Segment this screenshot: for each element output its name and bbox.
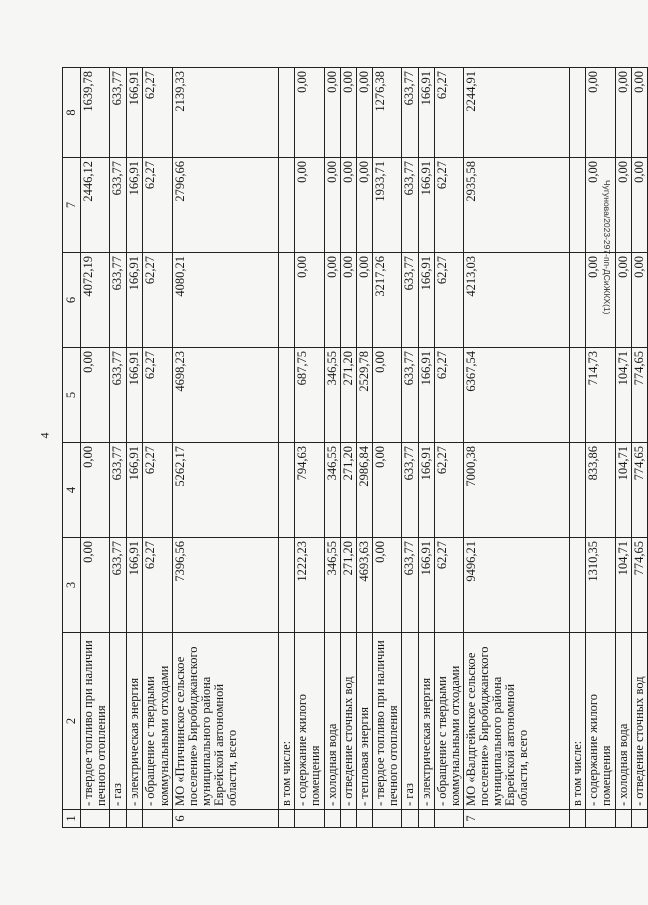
row-name: - газ xyxy=(402,633,418,810)
value-cell: 0,00 xyxy=(340,253,356,348)
value-cell: 0,00 xyxy=(340,68,356,158)
value-cell: 0,00 xyxy=(586,68,616,158)
value-cell: 166,91 xyxy=(418,443,434,538)
value-cell: 633,77 xyxy=(402,253,418,348)
table-row xyxy=(172,68,278,828)
value-cell: 166,91 xyxy=(127,68,143,158)
value-cell: 0,00 xyxy=(81,443,110,538)
value-cell xyxy=(278,443,294,538)
column-header: 3 xyxy=(63,538,81,633)
value-cell: 0,00 xyxy=(81,348,110,443)
value-cell: 0,00 xyxy=(586,253,616,348)
value-cell: 0,00 xyxy=(632,253,648,348)
value-cell: 633,77 xyxy=(110,253,127,348)
row-name: - холодная вода xyxy=(616,633,632,810)
value-cell xyxy=(278,253,294,348)
table-row xyxy=(294,68,324,828)
table-row xyxy=(402,68,418,828)
value-cell: 166,91 xyxy=(418,68,434,158)
value-cell: 0,00 xyxy=(340,158,356,253)
value-cell: 0,00 xyxy=(324,253,340,348)
value-cell: 62,27 xyxy=(143,538,172,633)
row-number xyxy=(632,810,648,828)
value-cell xyxy=(278,538,294,633)
column-header: 8 xyxy=(63,68,81,158)
value-cell: 9496,21 xyxy=(463,538,569,633)
row-name: - газ xyxy=(110,633,127,810)
value-cell: 1222,23 xyxy=(294,538,324,633)
value-cell: 5262,17 xyxy=(172,443,278,538)
value-cell: 774,65 xyxy=(632,538,648,633)
value-cell: 2529,78 xyxy=(357,348,373,443)
row-name: в том числе: xyxy=(278,633,294,810)
value-cell: 687,75 xyxy=(294,348,324,443)
row-name: - обращение с твердыми коммунальными отходами xyxy=(434,633,463,810)
column-header: 1 xyxy=(63,810,81,828)
column-header: 7 xyxy=(63,158,81,253)
value-cell xyxy=(569,348,585,443)
value-cell xyxy=(569,68,585,158)
value-cell: 0,00 xyxy=(81,538,110,633)
value-cell: 0,00 xyxy=(632,68,648,158)
row-number: 6 xyxy=(172,810,278,828)
value-cell xyxy=(278,158,294,253)
column-header: 4 xyxy=(63,443,81,538)
value-cell: 166,91 xyxy=(127,253,143,348)
value-cell: 833,86 xyxy=(586,443,616,538)
value-cell: 633,77 xyxy=(402,348,418,443)
value-cell: 794,63 xyxy=(294,443,324,538)
value-cell: 62,27 xyxy=(434,443,463,538)
value-cell: 4213,03 xyxy=(463,253,569,348)
table-row xyxy=(616,68,632,828)
row-name: - электрическая энергия xyxy=(127,633,143,810)
table-row xyxy=(143,68,172,828)
value-cell: 633,77 xyxy=(402,68,418,158)
value-cell: 62,27 xyxy=(143,253,172,348)
value-cell: 633,77 xyxy=(110,538,127,633)
row-number xyxy=(434,810,463,828)
value-cell: 0,00 xyxy=(294,253,324,348)
tariff-table xyxy=(62,67,648,828)
value-cell: 271,20 xyxy=(340,443,356,538)
value-cell: 346,55 xyxy=(324,443,340,538)
row-name: МО «Валдгеймское сельское поселение» Биробиджанского муниципального района Еврейской автономной области, всего xyxy=(463,633,569,810)
row-name: - твердое топливо при наличии печного отопления xyxy=(373,633,402,810)
value-cell xyxy=(569,538,585,633)
value-cell: 1933,71 xyxy=(373,158,402,253)
document-stamp: Чугунова/2023-297-пп-ДСиЖКХ(1) xyxy=(602,180,612,315)
value-cell: 0,00 xyxy=(616,253,632,348)
value-cell: 62,27 xyxy=(143,348,172,443)
row-number xyxy=(340,810,356,828)
row-name: - отведение сточных вод xyxy=(632,633,648,810)
value-cell: 62,27 xyxy=(434,68,463,158)
value-cell: 62,27 xyxy=(143,158,172,253)
value-cell: 271,20 xyxy=(340,348,356,443)
value-cell: 0,00 xyxy=(373,348,402,443)
value-cell: 0,00 xyxy=(373,538,402,633)
row-number xyxy=(418,810,434,828)
table-row xyxy=(324,68,340,828)
table-row xyxy=(418,68,434,828)
table-row xyxy=(586,68,616,828)
value-cell: 0,00 xyxy=(357,158,373,253)
value-cell: 346,55 xyxy=(324,348,340,443)
value-cell: 2986,84 xyxy=(357,443,373,538)
value-cell: 3217,26 xyxy=(373,253,402,348)
row-number xyxy=(402,810,418,828)
row-number xyxy=(616,810,632,828)
value-cell: 62,27 xyxy=(434,538,463,633)
value-cell: 714,73 xyxy=(586,348,616,443)
value-cell: 346,55 xyxy=(324,538,340,633)
row-name: - обращение с твердыми коммунальными отходами xyxy=(143,633,172,810)
value-cell: 104,71 xyxy=(616,348,632,443)
column-header: 2 xyxy=(63,633,81,810)
row-name: - твердое топливо при наличии печного отопления xyxy=(81,633,110,810)
value-cell: 774,65 xyxy=(632,348,648,443)
value-cell: 2244,91 xyxy=(463,68,569,158)
value-cell xyxy=(569,253,585,348)
table-row xyxy=(81,68,110,828)
table-row xyxy=(569,68,585,828)
value-cell: 2446,12 xyxy=(81,158,110,253)
value-cell: 62,27 xyxy=(434,253,463,348)
value-cell: 0,00 xyxy=(586,158,616,253)
table-row xyxy=(110,68,127,828)
value-cell: 0,00 xyxy=(294,158,324,253)
value-cell: 633,77 xyxy=(402,443,418,538)
value-cell xyxy=(278,348,294,443)
value-cell xyxy=(569,158,585,253)
row-number xyxy=(278,810,294,828)
value-cell: 0,00 xyxy=(357,68,373,158)
row-number xyxy=(294,810,324,828)
value-cell: 0,00 xyxy=(373,443,402,538)
value-cell: 0,00 xyxy=(294,68,324,158)
value-cell: 4693,63 xyxy=(357,538,373,633)
row-name: - отведение сточных вод xyxy=(340,633,356,810)
value-cell: 2935,58 xyxy=(463,158,569,253)
row-name: - тепловая энергия xyxy=(357,633,373,810)
value-cell: 4072,19 xyxy=(81,253,110,348)
column-header: 6 xyxy=(63,253,81,348)
value-cell: 2796,66 xyxy=(172,158,278,253)
row-name: - содержание жилого помещения xyxy=(294,633,324,810)
value-cell: 104,71 xyxy=(616,538,632,633)
value-cell: 0,00 xyxy=(632,158,648,253)
column-number-row xyxy=(63,68,81,828)
value-cell: 62,27 xyxy=(434,348,463,443)
table-row xyxy=(127,68,143,828)
value-cell: 271,20 xyxy=(340,538,356,633)
value-cell xyxy=(569,443,585,538)
value-cell: 0,00 xyxy=(357,253,373,348)
row-number xyxy=(110,810,127,828)
value-cell: 0,00 xyxy=(324,68,340,158)
value-cell: 62,27 xyxy=(143,68,172,158)
row-number xyxy=(357,810,373,828)
value-cell: 0,00 xyxy=(324,158,340,253)
value-cell: 774,65 xyxy=(632,443,648,538)
value-cell: 633,77 xyxy=(402,538,418,633)
value-cell: 104,71 xyxy=(616,443,632,538)
table-row xyxy=(340,68,356,828)
value-cell: 2139,33 xyxy=(172,68,278,158)
value-cell: 4080,21 xyxy=(172,253,278,348)
value-cell: 7000,38 xyxy=(463,443,569,538)
value-cell: 633,77 xyxy=(402,158,418,253)
row-name: МО «Птичнинское сельское поселение» Биробиджанского муниципального района Еврейской автономной области, всего xyxy=(172,633,278,810)
value-cell: 7396,56 xyxy=(172,538,278,633)
row-number xyxy=(127,810,143,828)
row-name: - электрическая энергия xyxy=(418,633,434,810)
table-row xyxy=(632,68,648,828)
table-row xyxy=(373,68,402,828)
value-cell: 4698,23 xyxy=(172,348,278,443)
rotated-table-wrapper xyxy=(62,68,647,828)
value-cell: 166,91 xyxy=(127,158,143,253)
value-cell: 166,91 xyxy=(127,348,143,443)
row-number xyxy=(81,810,110,828)
value-cell: 1639,78 xyxy=(81,68,110,158)
value-cell: 166,91 xyxy=(418,348,434,443)
row-number xyxy=(569,810,585,828)
row-number xyxy=(143,810,172,828)
value-cell: 1276,38 xyxy=(373,68,402,158)
row-name: в том числе: xyxy=(569,633,585,810)
row-number: 7 xyxy=(463,810,569,828)
value-cell: 62,27 xyxy=(434,158,463,253)
value-cell: 6367,54 xyxy=(463,348,569,443)
value-cell: 633,77 xyxy=(110,68,127,158)
table-row xyxy=(278,68,294,828)
page-number: 4 xyxy=(37,432,52,439)
value-cell: 166,91 xyxy=(418,158,434,253)
value-cell: 0,00 xyxy=(616,158,632,253)
row-number xyxy=(373,810,402,828)
row-name: - содержание жилого помещения xyxy=(586,633,616,810)
value-cell: 166,91 xyxy=(418,253,434,348)
table-row xyxy=(463,68,569,828)
value-cell: 0,00 xyxy=(616,68,632,158)
row-number xyxy=(324,810,340,828)
value-cell: 633,77 xyxy=(110,158,127,253)
value-cell: 633,77 xyxy=(110,348,127,443)
value-cell: 166,91 xyxy=(127,443,143,538)
value-cell: 166,91 xyxy=(127,538,143,633)
table-row xyxy=(434,68,463,828)
value-cell: 166,91 xyxy=(418,538,434,633)
value-cell: 633,77 xyxy=(110,443,127,538)
value-cell: 1310,35 xyxy=(586,538,616,633)
row-name: - холодная вода xyxy=(324,633,340,810)
value-cell: 62,27 xyxy=(143,443,172,538)
value-cell xyxy=(278,68,294,158)
column-header: 5 xyxy=(63,348,81,443)
table-body xyxy=(63,68,648,828)
table-row xyxy=(357,68,373,828)
row-number xyxy=(586,810,616,828)
